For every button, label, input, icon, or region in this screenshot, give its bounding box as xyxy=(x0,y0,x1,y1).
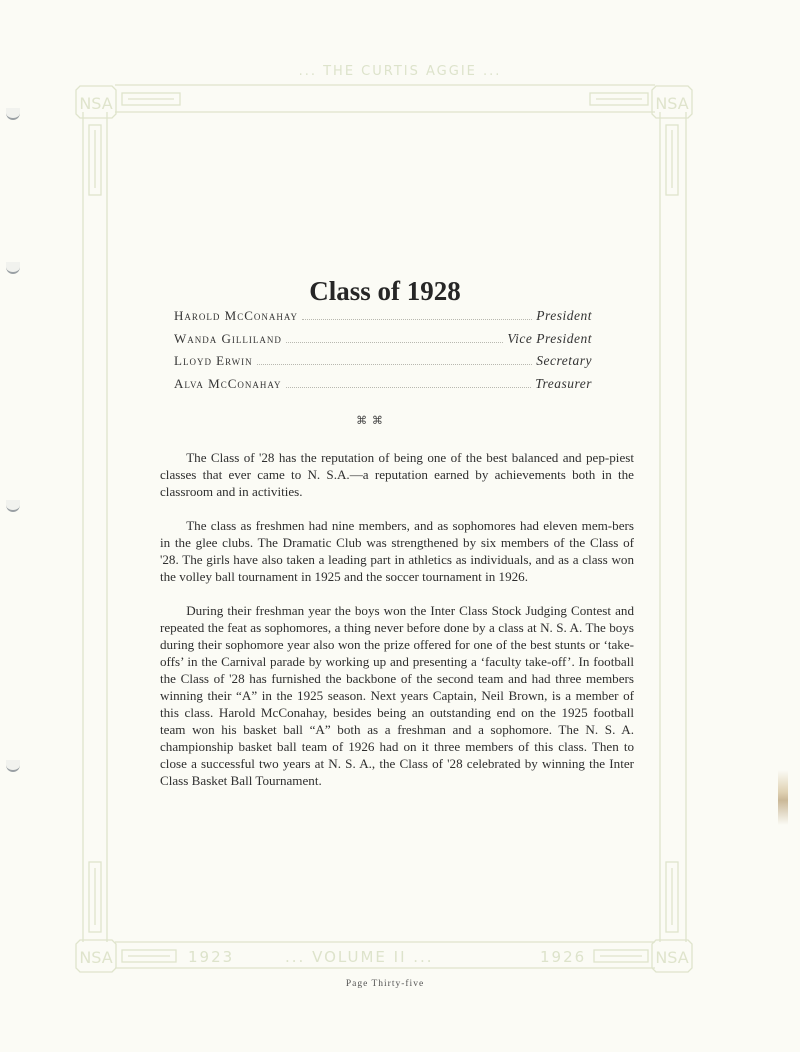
footer-year-left: 1923 xyxy=(188,948,235,966)
officer-name: Lloyd Erwin xyxy=(174,353,253,368)
section-ornament-icon: ⌘ ⌘ xyxy=(356,415,384,427)
officer-role: Secretary xyxy=(536,353,592,368)
officer-list xyxy=(174,308,592,398)
body-text xyxy=(160,449,634,806)
page-number: Page Thirty-five xyxy=(345,979,425,989)
page-title: Class of 1928 xyxy=(309,276,461,307)
footer-year-right: 1926 xyxy=(540,948,587,966)
dot-leader xyxy=(286,387,532,388)
officer-name: Wanda Gilliland xyxy=(174,330,282,346)
running-header: ... THE CURTIS AGGIE ... xyxy=(298,64,502,79)
paragraph: The class as freshmen had nine members, and as sophomores had eleven mem-bers in the glee clubs. The Dramatic Club was strengthened by six members of the Class of '28. The girls have also taken a leading part in athletics as individuals, and as a class won the volley ball tournament in 1925 and the soccer tournament in 1926. xyxy=(160,518,634,584)
dot-leader xyxy=(286,342,504,343)
paragraph: The Class of '28 has the reputation of being one of the best balanced and pep-piest classes that ever came to N. S.A.—a reputation earned by achievements both in the classroom and in activities. xyxy=(160,450,634,499)
officer-role: Vice President xyxy=(507,330,592,346)
nsa-monogram: NSA xyxy=(655,948,689,967)
officer-row xyxy=(174,376,592,399)
officer-row xyxy=(174,353,592,376)
nsa-monogram: NSA xyxy=(79,94,113,113)
dot-leader xyxy=(302,319,532,320)
paragraph: During their freshman year the boys won the Inter Class Stock Judging Contest and repeated the feat as sophomores, a thing never before done by a class at N. S. A. The boys during their sophomore year also won the prize offered for one of the best stunts or ‘take-offs’ in the Carnival parade by working up and presenting a ‘faculty take-off’. In football the Class of '28 has furnished the backbone of the second team and had three members winning their “A” in the 1925 season. Next years Captain, Neil Brown, is a member of this class. Harold McConahay, besides being an outstanding end on the 1925 football team won his basket ball “A” both as a freshman and a sophomore. The N. S. A. championship basket ball team of 1926 had on it three members of this class. Then to close a successful two years at N. S. A., the Class of '28 celebrated by winning the Inter Class Basket Ball Tournament. xyxy=(160,603,634,788)
footer-volume: ... VOLUME II ... xyxy=(285,948,434,966)
officer-name: Alva McConahay xyxy=(174,375,282,391)
dot-leader xyxy=(257,364,533,365)
nsa-monogram: NSA xyxy=(79,948,113,967)
officer-row xyxy=(174,331,592,354)
officer-name: Harold McConahay xyxy=(174,308,299,323)
officer-role: President xyxy=(536,308,592,323)
nsa-monogram: NSA xyxy=(655,94,689,113)
officer-row xyxy=(174,308,592,331)
officer-role: Treasurer xyxy=(535,375,592,391)
